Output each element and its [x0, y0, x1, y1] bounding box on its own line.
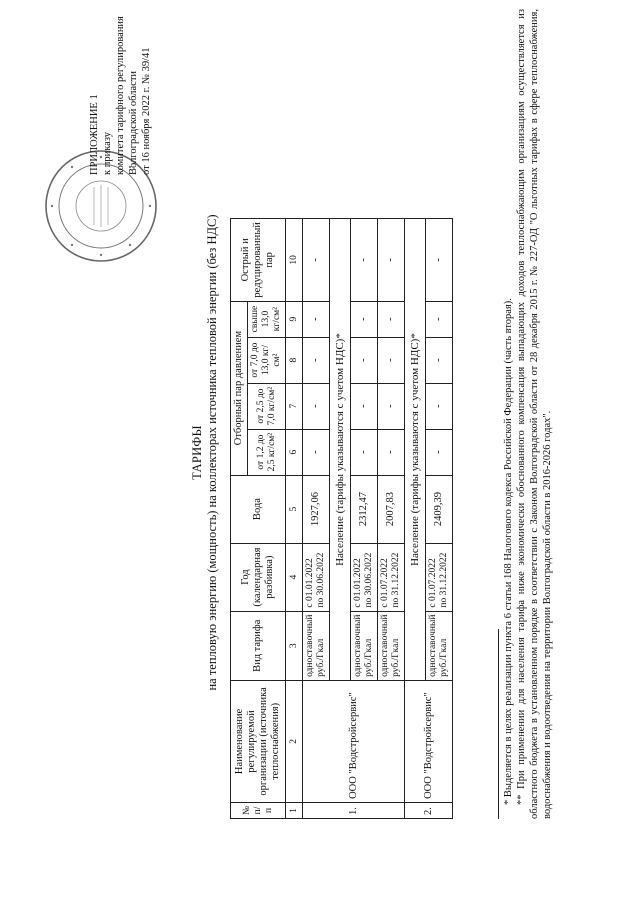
water-value: 1927,06 [303, 475, 330, 543]
column-number-row [286, 219, 303, 819]
table-row [303, 219, 330, 819]
steam-3-value: - [351, 337, 378, 383]
tariff-type: одноставочный руб./Гкал [426, 611, 453, 680]
header-line-5: от 16 ноября 2022 г. № 39/41 [141, 47, 152, 175]
tariff-type: одноставочный руб./Гкал [303, 611, 330, 680]
steam-4-value: - [378, 301, 405, 337]
steam-3-value: - [303, 337, 330, 383]
steam-4-value: - [426, 301, 453, 337]
tariff-period: с 01.07.2022 по 31.12.2022 [426, 543, 453, 611]
row-number: 1. [303, 802, 405, 818]
sharp-steam-value: - [378, 219, 405, 301]
document-title [190, 0, 220, 905]
steam-3-value: - [426, 337, 453, 383]
approval-header [88, 5, 153, 175]
steam-1-value: - [303, 429, 330, 475]
header-line-4: Волгоградской области [128, 70, 139, 175]
header-line-3: комитета тарифного регулирования [115, 16, 126, 175]
col-number: 2 [286, 680, 303, 802]
col-header-steam-2: от 2,5 до 7,0 кг/см² [248, 383, 286, 429]
row-number: 2. [405, 802, 453, 818]
col-header-org: Наименование регулируемой организации (источника теплоснабжения) [231, 680, 286, 802]
steam-2-value: - [378, 383, 405, 429]
col-header-steam-4: свыше 13,0 кг/см² [248, 301, 286, 337]
title-sub: на тепловую энергию (мощность) на коллекторах источника тепловой энергии (без НДС) [205, 214, 219, 691]
col-header-sharp: Острый и редуцированный пар [231, 219, 286, 301]
header-line-1: ПРИЛОЖЕНИЕ 1 [89, 94, 100, 175]
steam-1-value: - [426, 429, 453, 475]
tariff-type: одноставочный руб./Гкал [351, 611, 378, 680]
population-group-label: Население (тарифы указываются с учетом НДС)* [405, 219, 426, 681]
footnote-2: ** При применении для населения тарифа ниже экономически обоснованного компенсация выпадающих доходов теплоснабжающим организациям осуществляется из областного бюджета в установленном порядке в соответствии с Законом Волгоградской области от 28 декабря 2015 г. № 227-ОД "О льготных тарифах в сфере теплоснабжения, водоснабжения и водоотведения на территории Волгоградской области в 2016-2026 годах". [516, 9, 553, 819]
footnote-separator [498, 629, 499, 819]
tariff-table [230, 218, 453, 819]
sharp-steam-value: - [351, 219, 378, 301]
col-number: 9 [286, 301, 303, 337]
org-name: ООО "Водстройсервис" [303, 680, 405, 802]
tariff-type: одноставочный руб./Гкал [378, 611, 405, 680]
group-row [405, 219, 426, 819]
col-header-steam-3: от 7,0 до 13,0 кг/см² [248, 337, 286, 383]
col-number: 10 [286, 219, 303, 301]
col-header-num: № п/п [231, 802, 286, 818]
steam-2-value: - [351, 383, 378, 429]
steam-4-value: - [351, 301, 378, 337]
steam-4-value: - [303, 301, 330, 337]
header-row [231, 219, 248, 819]
col-number: 7 [286, 383, 303, 429]
steam-1-value: - [351, 429, 378, 475]
sharp-steam-value: - [303, 219, 330, 301]
title-main: ТАРИФЫ [190, 425, 204, 480]
col-header-water: Вода [231, 475, 286, 543]
water-value: 2312,47 [351, 475, 378, 543]
tariff-period: с 01.07.2022 по 31.12.2022 [378, 543, 405, 611]
population-group-label: Население (тарифы указываются с учетом НДС)* [330, 219, 351, 681]
steam-1-value: - [378, 429, 405, 475]
steam-2-value: - [303, 383, 330, 429]
col-header-steam-group: Отборный пар давлением [231, 301, 248, 475]
col-header-steam-1: от 1,2 до 2,5 кг/см² [248, 429, 286, 475]
footnotes [502, 9, 554, 819]
sharp-steam-value: - [426, 219, 453, 301]
col-number: 6 [286, 429, 303, 475]
tariff-period: с 01.01.2022 по 30.06.2022 [303, 543, 330, 611]
col-number: 3 [286, 611, 303, 680]
col-header-year: Год (календарная разбивка) [231, 543, 286, 611]
col-header-type: Вид тарифа [231, 611, 286, 680]
steam-2-value: - [426, 383, 453, 429]
col-number: 4 [286, 543, 303, 611]
water-value: 2409,39 [426, 475, 453, 543]
col-number: 1 [286, 802, 303, 818]
col-number: 5 [286, 475, 303, 543]
footnote-1: * Выделяется в целях реализации пункта 6 статьи 168 Налогового кодекса Российской Федерации (часть вторая). [503, 298, 514, 805]
header-line-2: к приказу [102, 132, 113, 175]
water-value: 2007,83 [378, 475, 405, 543]
tariff-period: с 01.01.2022 по 30.06.2022 [351, 543, 378, 611]
steam-3-value: - [378, 337, 405, 383]
col-number: 8 [286, 337, 303, 383]
org-name: ООО "Водстройсервис" [405, 680, 453, 802]
